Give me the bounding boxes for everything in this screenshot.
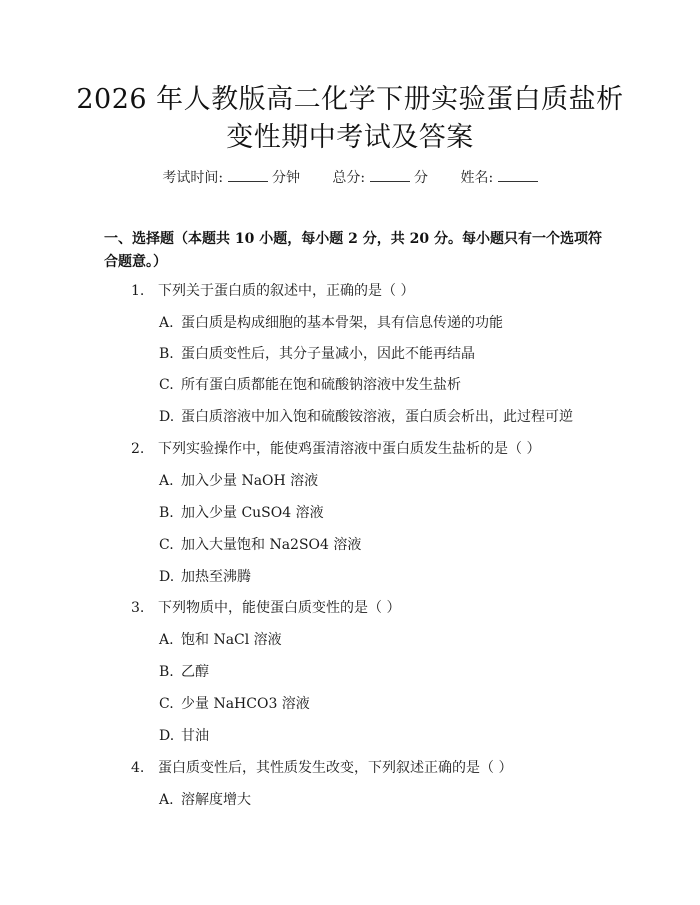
- student-name-blank: [498, 168, 538, 182]
- total-score-field: [332, 168, 428, 188]
- option-text: 加入大量饱和 Na2SO4 溶液: [181, 537, 362, 553]
- question-2-option-d: [159, 567, 251, 587]
- exam-time-unit: 分钟: [271, 170, 300, 186]
- option-letter: A.: [159, 315, 174, 331]
- option-letter: D.: [159, 728, 175, 744]
- question-3-option-a: [159, 630, 282, 650]
- question-1-option-a: [159, 313, 503, 333]
- exam-info-row: [0, 168, 700, 188]
- question-3: [131, 598, 400, 618]
- question-2-option-a: [159, 471, 318, 491]
- question-3-option-c: [159, 694, 310, 714]
- question-number: 2.: [131, 441, 145, 457]
- option-text: 所有蛋白质都能在饱和硫酸钠溶液中发生盐析: [181, 377, 461, 393]
- question-text: 下列关于蛋白质的叙述中，正确的是（ ）: [158, 283, 415, 299]
- question-number: 4.: [131, 760, 145, 776]
- option-letter: A.: [159, 473, 174, 489]
- question-1-option-d: [159, 407, 573, 427]
- question-number: 3.: [131, 600, 145, 616]
- option-text: 甘油: [181, 728, 209, 744]
- option-letter: A.: [159, 792, 174, 808]
- option-text: 加入少量 CuSO4 溶液: [181, 505, 324, 521]
- question-text: 下列物质中，能使蛋白质变性的是（ ）: [158, 600, 401, 616]
- question-text: 下列实验操作中，能使鸡蛋清溶液中蛋白质发生盐析的是（ ）: [158, 441, 541, 457]
- question-2: [131, 439, 540, 459]
- student-name-field: [460, 168, 537, 188]
- exam-title-line-2: 变性期中考试及答案: [226, 122, 474, 153]
- question-text: 蛋白质变性后，其性质发生改变，下列叙述正确的是（ ）: [158, 760, 513, 776]
- exam-time-blank: [228, 168, 268, 182]
- question-number: 1.: [131, 283, 145, 299]
- option-text: 饱和 NaCl 溶液: [181, 632, 282, 648]
- option-text: 溶解度增大: [181, 792, 251, 808]
- option-text: 乙醇: [181, 664, 209, 680]
- option-text: 加入少量 NaOH 溶液: [181, 473, 319, 489]
- question-3-option-d: [159, 726, 209, 746]
- option-letter: D.: [159, 569, 175, 585]
- question-2-option-c: [159, 535, 361, 555]
- option-text: 蛋白质是构成细胞的基本骨架，具有信息传递的功能: [181, 315, 503, 331]
- option-letter: A.: [159, 632, 174, 648]
- option-letter: D.: [159, 409, 175, 425]
- option-text: 蛋白质变性后，其分子量减小，因此不能再结晶: [181, 346, 475, 362]
- question-1-option-c: [159, 375, 461, 395]
- question-1: [131, 281, 414, 301]
- option-letter: B.: [159, 505, 174, 521]
- question-3-option-b: [159, 662, 209, 682]
- section-heading-choice: 一、选择题（本题共 10 小题，每小题 2 分，共 20 分。每小题只有一个选项符合题意。）: [104, 231, 602, 270]
- question-4: [131, 758, 512, 778]
- option-letter: C.: [159, 696, 174, 712]
- option-letter: B.: [159, 664, 174, 680]
- option-text: 加热至沸腾: [181, 569, 251, 585]
- total-score-label: 总分:: [332, 170, 366, 186]
- exam-title-line-1: 2026 年人教版高二化学下册实验蛋白质盐析: [76, 84, 624, 115]
- option-letter: B.: [159, 346, 174, 362]
- option-letter: C.: [159, 377, 174, 393]
- question-2-option-b: [159, 503, 324, 523]
- student-name-label: 姓名:: [460, 170, 494, 186]
- total-score-blank: [370, 168, 410, 182]
- question-1-option-b: [159, 344, 475, 364]
- option-text: 蛋白质溶液中加入饱和硫酸铵溶液，蛋白质会析出，此过程可逆: [181, 409, 573, 425]
- exam-time-field: [162, 168, 300, 188]
- exam-time-label: 考试时间:: [162, 170, 224, 186]
- option-text: 少量 NaHCO3 溶液: [181, 696, 310, 712]
- total-score-unit: 分: [414, 170, 429, 186]
- option-letter: C.: [159, 537, 174, 553]
- question-4-option-a: [159, 790, 251, 810]
